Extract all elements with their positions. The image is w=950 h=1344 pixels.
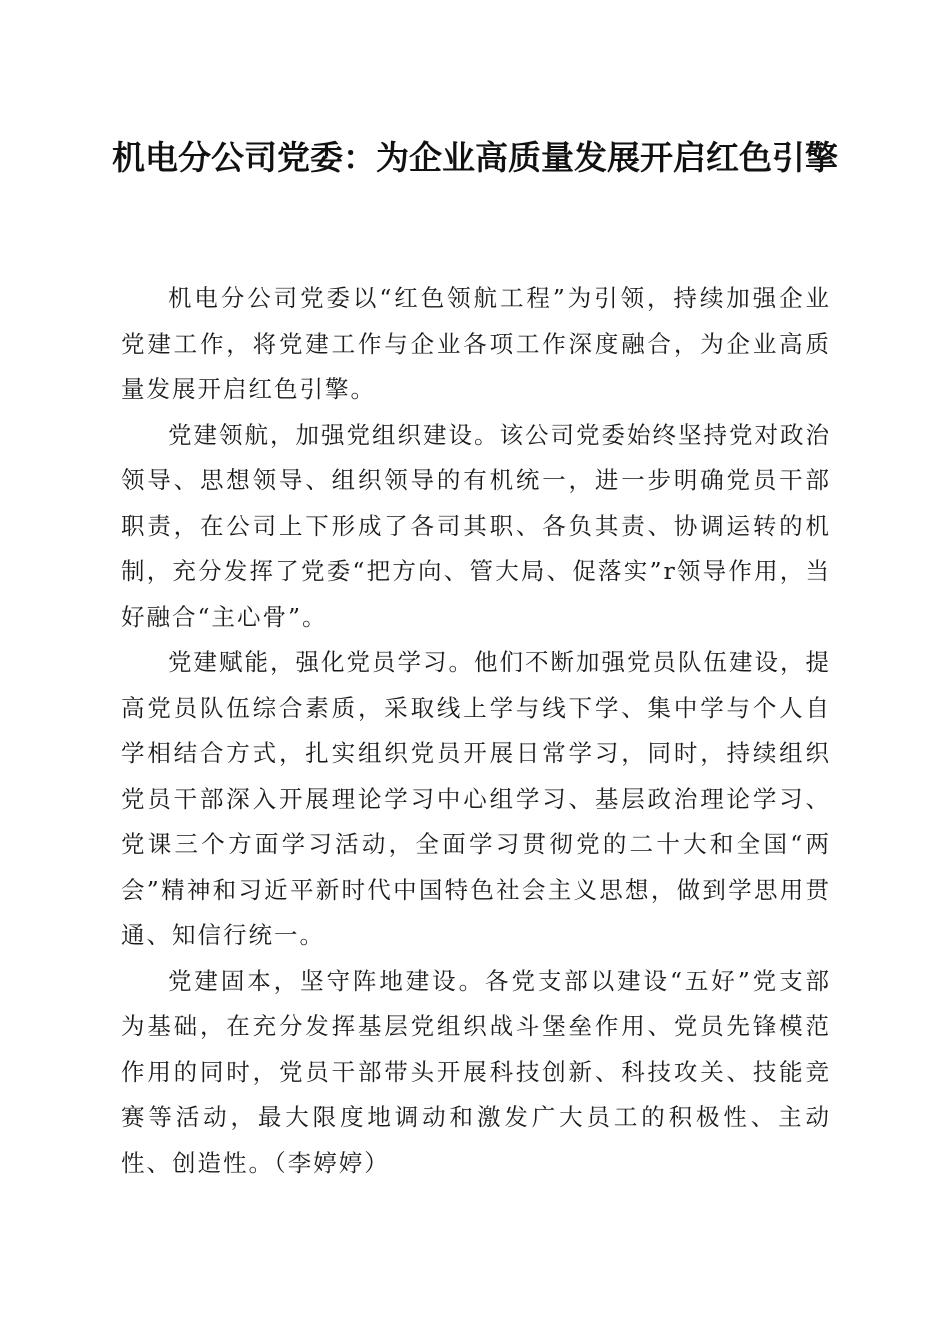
article-title: 机电分公司党委：为企业高质量发展开启红色引擎: [112, 138, 838, 177]
paragraph-party-leadership: 党建领航，加强党组织建设。该公司党委始终坚持党对政治领导、思想领导、组织领导的有机统一，进一步明确党员干部职责，在公司上下形成了各司其职、各负其责、协调运转的机制，充分发挥了党委“把方向、管大局、促落实”r领导作用，当好融合“主心骨”。: [121, 420, 831, 631]
paragraph-intro: 机电分公司党委以“红色领航工程”为引领，持续加强企业党建工作，将党建工作与企业各项工作深度融合，为企业高质量发展开启红色引擎。: [121, 284, 831, 403]
paragraph-party-foundation: 党建固本，坚守阵地建设。各党支部以建设“五好”党支部为基础，在充分发挥基层党组织战斗堡垒作用、党员先锋模范作用的同时，党员干部带头开展科技创新、科技攻关、技能竞赛等活动，最大限度地调动和激发广大员工的积极性、主动性、创造性。（李婷婷）: [121, 966, 831, 1177]
paragraph-party-empowerment: 党建赋能，强化党员学习。他们不断加强党员队伍建设，提高党员队伍综合素质，采取线上学与线下学、集中学与个人自学相结合方式，扎实组织党员开展日常学习，同时，持续组织党员干部深入开展理论学习中心组学习、基层政治理论学习、党课三个方面学习活动，全面学习贯彻党的二十大和全国“两会”精神和习近平新时代中国特色社会主义思想，做到学思用贯通、知信行统一。: [121, 648, 831, 949]
article-body: [121, 276, 831, 1186]
